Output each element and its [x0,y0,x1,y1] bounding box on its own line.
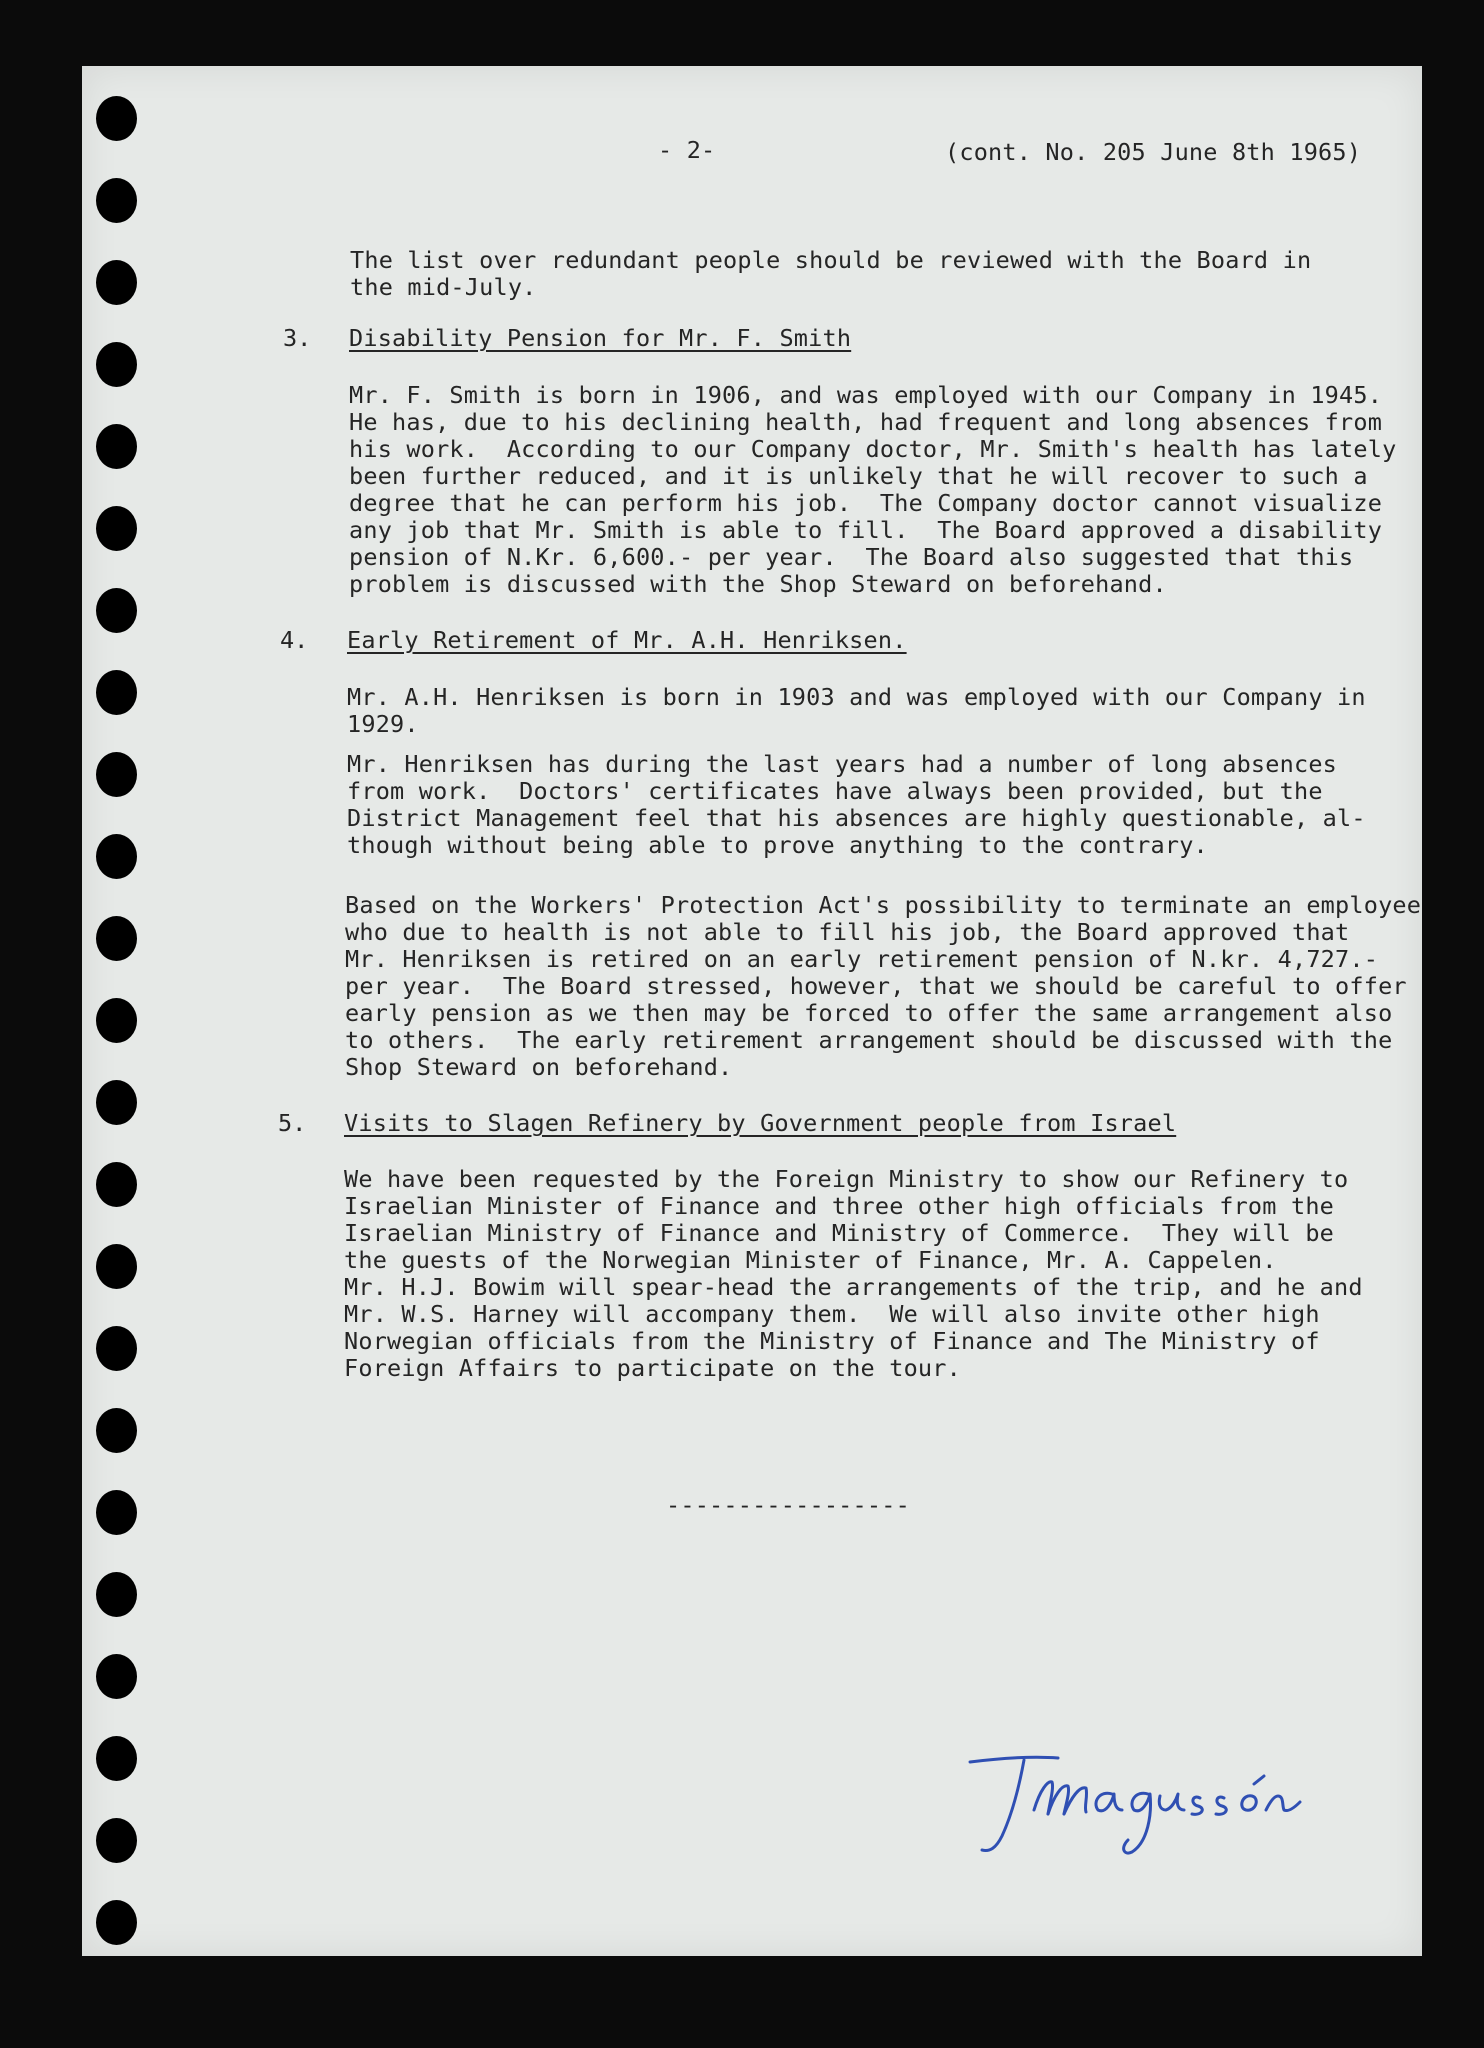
section-number: 5. [278,1109,307,1137]
text-line: to others. The early retirement arrangement should be discussed with the [345,1026,1393,1054]
binder-hole [96,834,137,879]
text-line: early pension as we then may be forced to offer the same arrangement also [345,999,1393,1027]
continuation-reference: (cont. No. 205 June 8th 1965) [945,138,1362,166]
binder-hole [96,752,137,797]
binder-hole [96,1162,137,1207]
binder-hole [96,1244,137,1289]
intro-line: the mid-July. [350,273,537,301]
text-line: Norwegian officials from the Ministry of Finance and The Ministry of [344,1327,1320,1355]
text-line: District Management feel that his absences are highly questionable, al- [347,804,1366,832]
section-number: 3. [283,324,312,352]
section-heading: Visits to Slagen Refinery by Government people from Israel [344,1109,1177,1137]
text-line: who due to health is not able to fill his job, the Board approved that [345,918,1350,946]
binder-hole [96,1408,137,1453]
text-line: any job that Mr. Smith is able to fill. The Board approved a disability [349,516,1383,544]
page-number: - 2- [658,136,716,164]
text-line: Foreign Affairs to participate on the tour. [344,1354,961,1382]
binder-hole [96,1326,137,1371]
binder-hole [96,178,137,223]
text-line: Mr. A.H. Henriksen is born in 1903 and was employed with our Company in [347,683,1366,711]
text-line: Based on the Workers' Protection Act's possibility to terminate an employee [345,891,1422,919]
text-line: pension of N.Kr. 6,600.- per year. The Board also suggested that this [349,543,1354,571]
intro-line: The list over redundant people should be reviewed with the Board in [350,246,1312,274]
text-line: from work. Doctors' certificates have always been provided, but the [347,777,1323,805]
binder-hole [96,1736,137,1781]
text-line: though without being able to prove anything to the contrary. [347,831,1208,859]
text-line: Mr. Henriksen has during the last years had a number of long absences [347,750,1338,778]
binder-hole [96,998,137,1043]
text-line: problem is discussed with the Shop Steward on beforehand. [349,570,1167,598]
text-line: his work. According to our Company doctor, Mr. Smith's health has lately [349,435,1397,463]
text-line: Mr. H.J. Bowim will spear-head the arrangements of the trip, and he and [344,1273,1363,1301]
handwritten-signature [962,1752,1322,1862]
binder-hole [96,588,137,633]
binder-hole [96,96,137,141]
binder-hole [96,670,137,715]
text-line: Israelian Ministry of Finance and Ministry of Commerce. They will be [344,1219,1335,1247]
text-line: Israelian Minister of Finance and three other high officials from the [344,1192,1335,1220]
binder-hole [96,916,137,961]
text-line: He has, due to his declining health, had frequent and long absences from [349,408,1383,436]
binder-hole [96,1900,137,1945]
binder-hole [96,424,137,469]
binder-hole [96,1654,137,1699]
section-heading: Early Retirement of Mr. A.H. Henriksen. [347,626,907,654]
binder-hole [96,1080,137,1125]
binder-hole [96,1818,137,1863]
binder-hole [96,1490,137,1535]
binder-hole [96,506,137,551]
text-line: We have been requested by the Foreign Ministry to show our Refinery to [344,1165,1349,1193]
text-line: 1929. [347,710,419,738]
text-line: Shop Steward on beforehand. [345,1053,733,1081]
text-line: been further reduced, and it is unlikely that he will recover to such a [349,462,1368,490]
text-line: degree that he can perform his job. The Company doctor cannot visualize [349,489,1383,517]
text-line: Mr. Henriksen is retired on an early retirement pension of N.kr. 4,727.- [345,945,1379,973]
binder-hole [96,260,137,305]
text-line: per year. The Board stressed, however, that we should be careful to offer [345,972,1407,1000]
binder-hole [96,1572,137,1617]
separator-line: ----------------- [666,1491,910,1519]
binder-hole [96,342,137,387]
text-line: Mr. W.S. Harney will accompany them. We will also invite other high [344,1300,1320,1328]
section-number: 4. [280,626,309,654]
text-line: Mr. F. Smith is born in 1906, and was employed with our Company in 1945. [349,381,1383,409]
section-heading: Disability Pension for Mr. F. Smith [349,324,852,352]
text-line: the guests of the Norwegian Minister of Finance, Mr. A. Cappelen. [344,1246,1277,1274]
